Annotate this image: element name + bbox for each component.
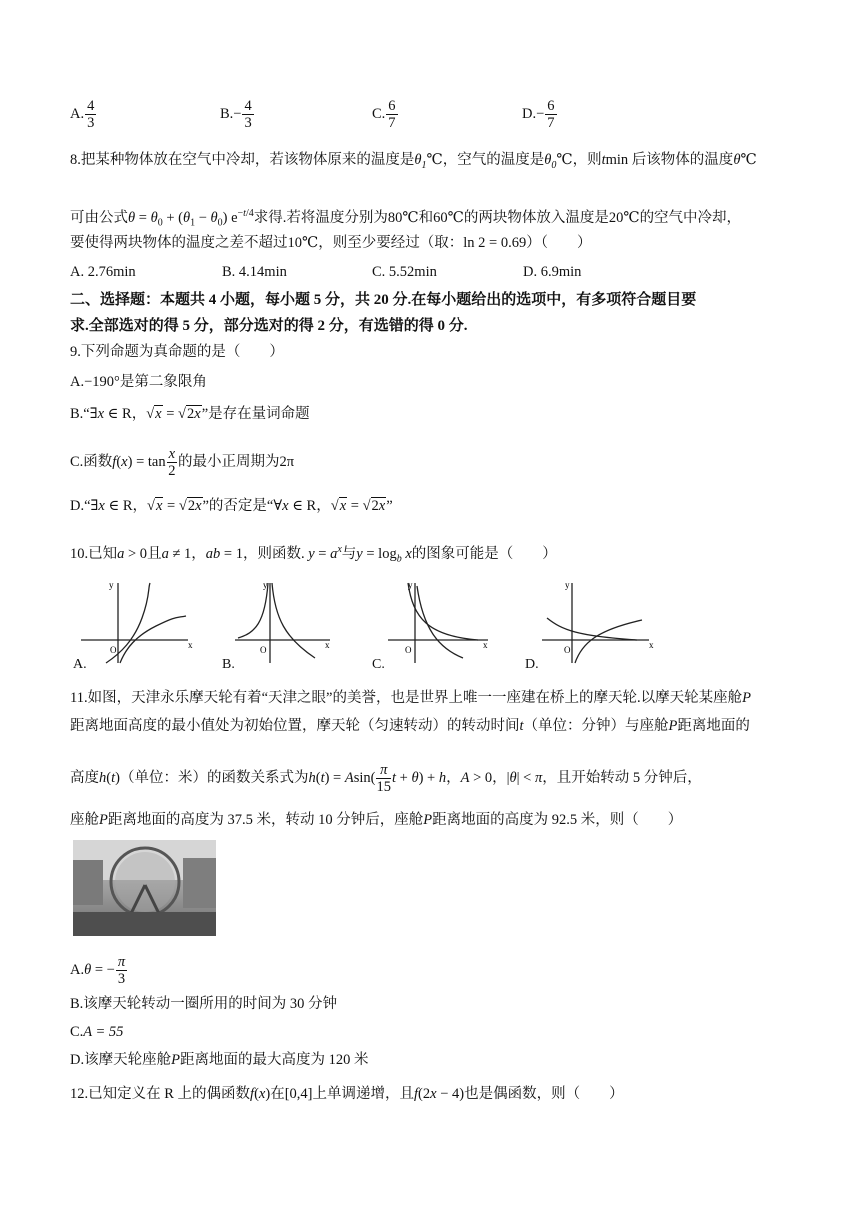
q7-option-d[interactable]: D.− $\frac{6}{7}$ xyxy=(522,98,555,131)
q7-option-c[interactable]: C. $\frac{6}{7}$ xyxy=(372,98,396,131)
q9-option-a[interactable]: A.−190°是第二象限角 xyxy=(70,374,207,390)
q8-option-b[interactable]: B. 4.14min xyxy=(222,264,287,280)
q11-line4: 座舱P距离地面的高度为 37.5 米，转动 10 分钟后，座舱P距离地面的高度为 92.5 米，则（ ） xyxy=(70,812,683,828)
q9-option-c[interactable]: C.函数f(x) = tan $\frac{x}{2}$ 的最小正周期为2π xyxy=(70,446,295,479)
q10-label-a: A. xyxy=(73,657,87,672)
section2-heading-line1: 二、选择题：本题共 4 小题，每小题 5 分，共 20 分.在每小题给出的选项中，有多项符合题目要 xyxy=(70,292,697,308)
q11-line2: 距离地面高度的最小值处为初始位置，摩天轮（匀速转动）的转动时间t（单位：分钟）与座舱P距离地面的 xyxy=(70,718,750,734)
q12-stem: 12.已知定义在 R 上的偶函数f(x)在[0,4]上单调递增，且f(2x − 4)也是偶函数，则（ ） xyxy=(70,1086,624,1102)
svg-text:x: x xyxy=(325,640,330,650)
svg-text:y: y xyxy=(408,580,413,590)
q9-option-d[interactable]: D.“∃x ∈ R，√x = √2x”的否定是“∀x ∈ R，√x = √2x” xyxy=(70,498,393,514)
svg-text:x: x xyxy=(483,640,488,650)
q8-line1: 8.把某种物体放在空气中冷却，若该物体原来的温度是$\theta_1℃$，空气的温度是$\theta_0℃$，则tmin 后该物体的温度θ℃ xyxy=(70,152,757,171)
svg-text:x: x xyxy=(188,640,193,650)
svg-text:O: O xyxy=(110,645,117,655)
q8-option-a[interactable]: A. 2.76min xyxy=(70,264,136,280)
q7-option-a[interactable]: A. $\frac{4}{3}$ xyxy=(70,98,95,131)
q10-label-b: B. xyxy=(222,657,235,672)
q10-label-d: D. xyxy=(525,657,539,672)
q10-graph-b[interactable] xyxy=(230,578,360,668)
svg-text:y: y xyxy=(565,580,570,590)
q7-option-b[interactable]: B.− $\frac{4}{3}$ xyxy=(220,98,252,131)
q8-line3: 要使得两块物体的温度之差不超过10℃，则至少要经过（取：ln 2 = 0.69）（ ） xyxy=(70,235,592,251)
svg-text:O: O xyxy=(405,645,412,655)
svg-text:y: y xyxy=(263,580,268,590)
q11-option-d[interactable]: D.该摩天轮座舱P距离地面的最大高度为 120 米 xyxy=(70,1052,369,1068)
q8-option-c[interactable]: C. 5.52min xyxy=(372,264,437,280)
q11-option-a[interactable]: A.θ = − $\frac{\pi}{3}$ xyxy=(70,954,126,987)
q10-graph-a[interactable] xyxy=(76,578,206,668)
q8-option-d[interactable]: D. 6.9min xyxy=(523,264,582,280)
q10-label-c: C. xyxy=(372,657,385,672)
q8-line2: 可由公式$\theta = \theta_0 + (\theta_1 - \theta_0)$ $e^{-t/4}$求得.若将温度分别为80℃和60℃的两块物体放入温度是20℃的空气中冷却， xyxy=(70,208,742,229)
q10-graph-d[interactable] xyxy=(537,578,667,668)
q10-graph-c[interactable] xyxy=(383,578,513,668)
q11-line3: 高度h(t)（单位：米）的函数关系式为h(t) = Asin( $\frac{\pi}{15}$ t + θ) + h，A > 0，|θ| < π，且开始转动 5 分钟后， xyxy=(70,762,702,795)
svg-text:y: y xyxy=(109,580,114,590)
svg-text:x: x xyxy=(649,640,654,650)
q9-option-b[interactable]: B.“∃x ∈ R，√x = √2x”是存在量词命题 xyxy=(70,406,310,422)
q11-option-b[interactable]: B.该摩天轮转动一圈所用的时间为 30 分钟 xyxy=(70,996,338,1012)
q11-line1: 11.如图，天津永乐摩天轮有着“天津之眼”的美誉，也是世界上唯一一座建在桥上的摩天轮.以摩天轮某座舱P xyxy=(70,690,751,706)
svg-text:O: O xyxy=(260,645,267,655)
q9-stem: 9.下列命题为真命题的是（ ） xyxy=(70,344,284,360)
svg-text:O: O xyxy=(564,645,571,655)
q11-option-c[interactable]: C.A = 55 xyxy=(70,1024,124,1040)
ferris-wheel-photo xyxy=(73,840,216,936)
q10-stem: 10.已知a > 0且a ≠ 1，ab = 1，则函数. $y = a^x$与$y = \log_b x$的图象可能是（ ） xyxy=(70,544,557,565)
section2-heading-line2: 求.全部选对的得 5 分，部分选对的得 2 分，有选错的得 0 分. xyxy=(70,318,468,334)
